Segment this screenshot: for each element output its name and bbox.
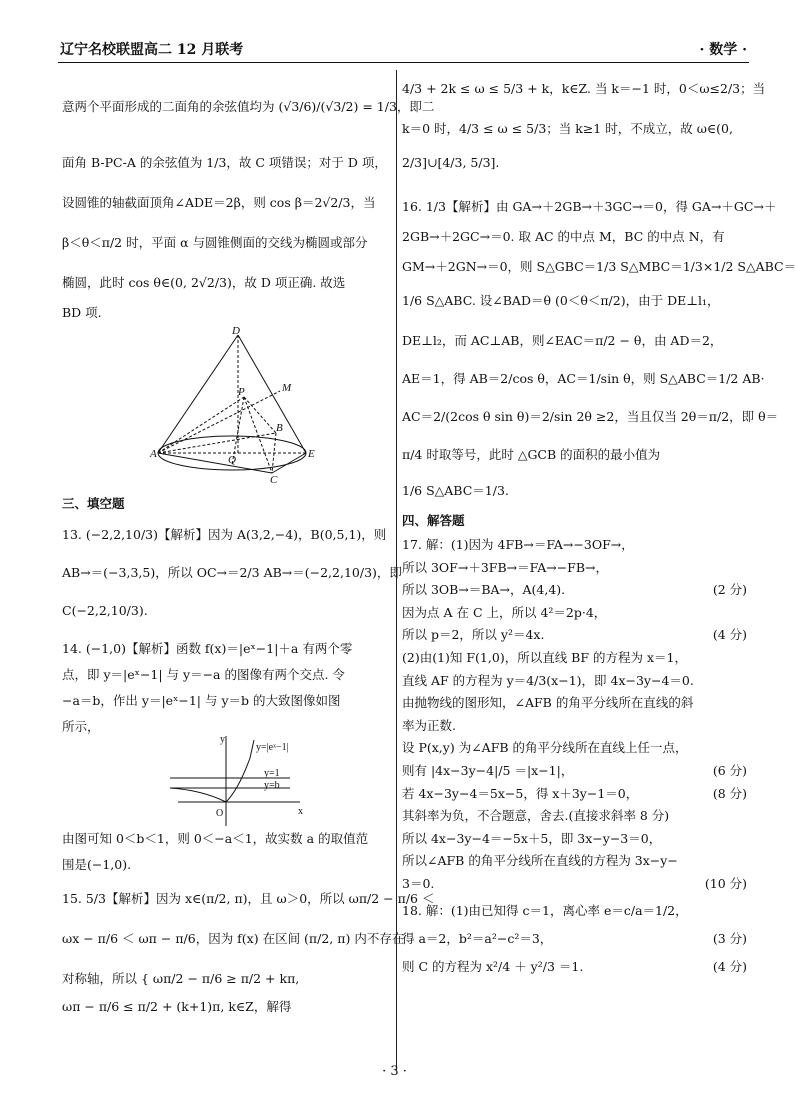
text-line: C(−2,2,10/3).	[62, 603, 148, 618]
function-graph	[170, 730, 320, 830]
solution-line	[402, 559, 747, 577]
score-points: (4 分)	[712, 627, 747, 643]
solution-text: 若 4x−3y−4＝5x−5，得 x＋3y−1＝0，	[402, 785, 639, 801]
text-line: 所示，	[62, 719, 100, 734]
cone-figure	[152, 325, 332, 485]
curve-label: y=|eˣ−1|	[256, 742, 289, 753]
text-line: AE＝1，得 AB＝2/cos θ，AC＝1/sin θ，则 S△ABC＝1/2 AB·	[402, 371, 765, 386]
label-A: A	[150, 448, 157, 460]
solution-line	[402, 739, 747, 757]
origin-label: O	[216, 808, 224, 819]
text-line: BD 项.	[62, 305, 102, 320]
label-C: C	[270, 474, 278, 486]
text-line: 1/6 S△ABC. 设∠BAD＝θ (0＜θ＜π/2)，由于 DE⊥l₁，	[402, 293, 720, 308]
solution-text: 则 C 的方程为 x²/4 ＋ y²/3 ＝1.	[402, 959, 584, 974]
header-subject: · 数学 ·	[699, 42, 747, 58]
text-line: 点，即 y＝|eˣ−1| 与 y＝−a 的图像有两个交点. 令	[62, 667, 345, 682]
score-points: (3 分)	[712, 931, 747, 946]
axis-x-label: x	[298, 806, 303, 817]
solution-line	[402, 807, 747, 825]
solution-line	[402, 694, 747, 712]
solution-line	[402, 958, 747, 976]
solution-text: 其斜率为负，不合题意，舍去.(直接求斜率 8 分)	[402, 808, 670, 824]
text-line: 椭圆，此时 cos θ∈(0, 2√2/3)，故 D 项正确. 故选	[62, 275, 346, 290]
text-line: π/4 时取等号，此时 △GCB 的面积的最小值为	[402, 447, 661, 462]
text-line: 2GB→＋2GC→＝0. 取 AC 的中点 M，BC 的中点 N，有	[402, 229, 725, 244]
label-Q: Q	[228, 454, 236, 466]
solution-line	[402, 852, 747, 870]
solution-line	[402, 581, 747, 599]
label-B: B	[276, 422, 283, 434]
solution-text: 所以 3OF→＋3FB→＝FA→−FB→，	[402, 559, 608, 575]
solution-text: 设 P(x,y) 为∠AFB 的角平分线所在直线上任一点，	[402, 740, 688, 756]
lineb-label: y=b	[264, 780, 280, 791]
solution-text: 所以 4x−3y−4＝−5x＋5，即 3x−y−3＝0，	[402, 830, 662, 846]
solution-line	[402, 902, 747, 920]
score-points: (2 分)	[712, 582, 747, 598]
solution-text: 得 a＝2，b²＝a²−c²＝3，	[402, 931, 553, 946]
text-line: −a＝b，作出 y＝|eˣ−1| 与 y＝b 的大致图像如图	[62, 693, 341, 708]
solution-line	[402, 717, 747, 735]
text-line: k＝0 时，4/3 ≤ ω ≤ 5/3；当 k≥1 时，不成立，故 ω∈(0,	[402, 121, 733, 136]
solution-text: 17. 解：(1)因为 4FB→＝FA→−3OF→，	[402, 537, 634, 552]
solution-line	[402, 762, 747, 780]
text-line: GM→＋2GN→＝0，则 S△GBC＝1/3 S△MBC＝1/3×1/2 S△ABC＝	[402, 259, 796, 274]
text-line: 13. (−2,2,10/3)【解析】因为 A(3,2,−4)，B(0,5,1)，则	[62, 527, 387, 542]
solution-text: 率为正数.	[402, 717, 456, 733]
text-line: 面角 B-PC-A 的余弦值为 1/3，故 C 项错误；对于 D 项，	[62, 155, 387, 170]
header-title: 辽宁名校联盟高二 12 月联考	[60, 42, 244, 58]
label-M: M	[282, 382, 292, 394]
solution-text: 则有 |4x−3y−4|/5 ＝|x−1|，	[402, 763, 574, 778]
page-number: · 3 ·	[382, 1064, 407, 1079]
solution-line	[402, 604, 747, 622]
solution-text: 所以∠AFB 的角平分线所在直线的方程为 3x−y−	[402, 853, 678, 869]
solution-text: (2)由(1)知 F(1,0)，所以直线 BF 的方程为 x＝1，	[402, 650, 687, 665]
text-line: 1/6 S△ABC＝1/3.	[402, 483, 509, 498]
text-line: 围是(−1,0).	[62, 857, 132, 872]
text-line: 意两个平面形成的二面角的余弦值均为 (√3/6)/(√3/2) = 1/3，即二	[62, 99, 435, 114]
text-line: AC＝2/(2cos θ sin θ)＝2/sin 2θ ≥2，当且仅当 2θ＝π/2，即 θ＝	[402, 409, 779, 424]
text-line: 2/3]∪[4/3, 5/3].	[402, 155, 500, 170]
solution-line	[402, 626, 747, 644]
solution-line	[402, 830, 747, 848]
solution-line	[402, 672, 747, 690]
text-line: 对称轴，所以 { ωπ/2 − π/6 ≥ π/2 + kπ,	[62, 971, 300, 986]
solution-text: 所以 p＝2，所以 y²＝4x.	[402, 627, 545, 643]
text-line: β＜θ＜π/2 时，平面 α 与圆锥侧面的交线为椭圆或部分	[62, 235, 368, 250]
text-line: 14. (−1,0)【解析】函数 f(x)＝|eˣ−1|＋a 有两个零	[62, 641, 353, 656]
solution-text: 18. 解：(1)由已知得 c＝1，离心率 e＝c/a＝1/2，	[402, 903, 688, 918]
solution-line	[402, 930, 747, 948]
section-heading: 三、填空题	[62, 496, 125, 511]
text-line: 设圆锥的轴截面顶角∠ADE＝2β，则 cos β＝2√2/3，当	[62, 195, 376, 210]
solution-text: 所以 3OB→＝BA→，A(4,4).	[402, 582, 566, 598]
text-line: ωx − π/6 ＜ ωπ − π/6，因为 f(x) 在区间 (π/2, π) 内不存在	[62, 931, 405, 946]
label-D: D	[232, 325, 240, 337]
line1-label: y=1	[264, 768, 280, 779]
solution-text: 3＝0.	[402, 876, 435, 891]
score-points: (8 分)	[712, 785, 747, 801]
label-E: E	[308, 448, 315, 460]
solution-line	[402, 875, 747, 893]
score-points: (6 分)	[712, 763, 747, 778]
text-line: 由图可知 0＜b＜1，则 0＜−a＜1，故实数 a 的取值范	[62, 831, 369, 846]
solution-line	[402, 649, 747, 667]
axis-y-label: y	[220, 734, 225, 745]
text-line: 16. 1/3【解析】由 GA→＋2GB→＋3GC→＝0，得 GA→＋GC→＋	[402, 199, 777, 214]
label-P: P	[238, 386, 245, 398]
text-line: ωπ − π/6 ≤ π/2 + (k+1)π, k∈Z，解得	[62, 999, 292, 1014]
score-points: (10 分)	[704, 876, 747, 891]
text-line: DE⊥l₂，而 AC⊥AB，则∠EAC＝π/2 − θ，由 AD＝2，	[402, 333, 723, 348]
solution-text: 因为点 A 在 C 上，所以 4²＝2p·4，	[402, 604, 607, 620]
section-heading: 四、解答题	[402, 513, 465, 528]
solution-line	[402, 785, 747, 803]
solution-text: 直线 AF 的方程为 y＝4/3(x−1)，即 4x−3y−4＝0.	[402, 672, 694, 688]
text-line: 4/3 + 2k ≤ ω ≤ 5/3 + k，k∈Z. 当 k＝−1 时，0＜ω≤2/3；当	[402, 81, 766, 96]
solution-text: 由抛物线的图形知，∠AFB 的角平分线所在直线的斜	[402, 695, 694, 711]
text-line: 15. 5/3【解析】因为 x∈(π/2, π)，且 ω＞0，所以 ωπ/2 − π/6 ＜	[62, 891, 435, 906]
score-points: (4 分)	[712, 959, 747, 974]
page-header	[58, 40, 749, 63]
solution-line	[402, 536, 747, 554]
text-line: AB→＝(−3,3,5)，所以 OC→＝2/3 AB→＝(−2,2,10/3)，即	[62, 565, 402, 580]
